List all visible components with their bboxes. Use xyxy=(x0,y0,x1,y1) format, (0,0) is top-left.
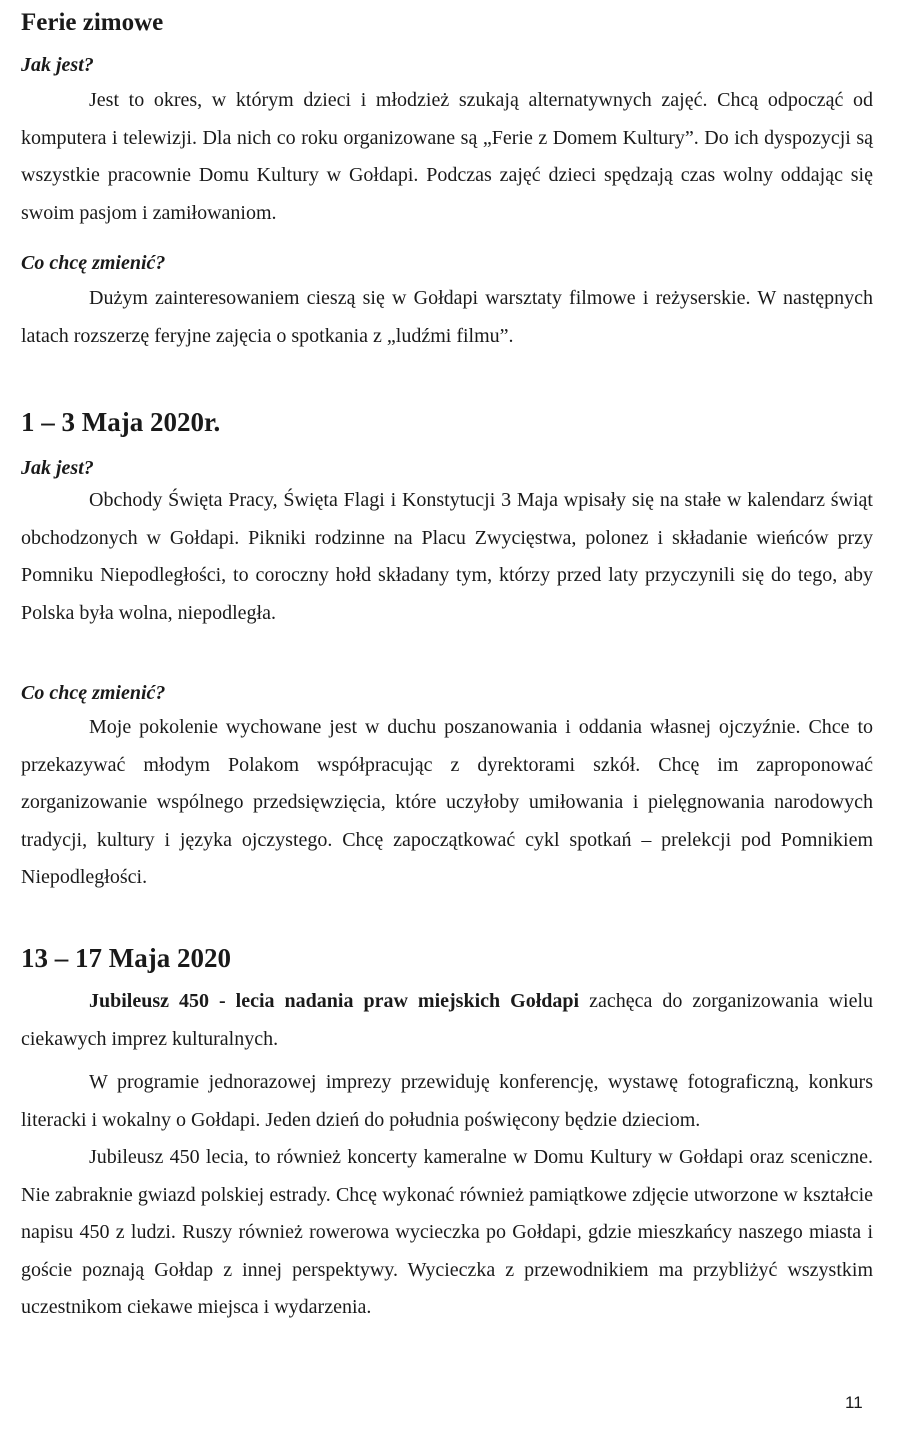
jubileusz-rest-text: zachęca do zorganizowania wielu ciekawych imprez kulturalnych. xyxy=(21,990,873,1050)
subheading-co-chce-zmienic-2: Co chcę zmienić? xyxy=(21,682,166,704)
section-title-jubileusz: 13 – 17 Maja 2020 xyxy=(21,943,231,973)
paragraph-jubileusz-2: W programie jednorazowej imprezy przewiduję konferencję, wystawę fotograficzną, konkurs literacki i wokalny o Gołdapi. Jeden dzień do południa poświęcony będzie dzieciom. xyxy=(21,1071,873,1131)
paragraph-ferie-1: Jest to okres, w którym dzieci i młodzież szukają alternatywnych zajęć. Chcą odpocząć od komputera i telewizji. Dla nich co roku organizowane są „Ferie z Domem Kultury”. Do ich dyspozycji są wszystkie pracownie Domu Kultury w Gołdapi. Podczas zajęć dzieci spędzają czas wolny oddając się swoim pasjom i zamiłowaniom. xyxy=(21,89,873,224)
subheading-jak-jest-2: Jak jest? xyxy=(21,457,94,479)
paragraph-maja-2: Moje pokolenie wychowane jest w duchu poszanowania i oddania własnej ojczyźnie. Chce to przekazywać młodym Polakom współpracując z dyrektorami szkół. Chcę im zaproponować zorganizowanie wspólnego przedsięwzięcia, które uczyłoby umiłowania i pielęgnowania narodowych tradycji, kultury i języka ojczystego. Chcę zapoczątkować cykl spotkań – prelekcji pod Pomnikiem Niepodległości. xyxy=(21,716,873,888)
section-title-maja: 1 – 3 Maja 2020r. xyxy=(21,407,221,437)
subheading-co-chce-zmienic-1: Co chcę zmienić? xyxy=(21,252,166,274)
paragraph-ferie-2: Dużym zainteresowaniem cieszą się w Gołdapi warsztaty filmowe i reżyserskie. W następnych latach rozszerzę feryjne zajęcia o spotkania z „ludźmi filmu”. xyxy=(21,287,873,347)
subheading-jak-jest-1: Jak jest? xyxy=(21,54,94,76)
jubileusz-bold-phrase: Jubileusz 450 - lecia nadania praw miejskich Gołdapi xyxy=(89,990,580,1012)
page-number: 11 xyxy=(845,1393,863,1412)
paragraph-jubileusz-3: Jubileusz 450 lecia, to również koncerty kameralne w Domu Kultury w Gołdapi oraz sceniczne. Nie zabraknie gwiazd polskiej estrady. Chcę wykonać również pamiątkowe zdjęcie utworzone w kształcie napisu 450 z ludzi. Ruszy również rowerowa wycieczka po Gołdapi, gdzie mieszkańcy naszego miasta i goście poznają Gołdap z innej perspektywy. Wycieczka z przewodnikiem ma przybliżyć wszystkim uczestnikom ciekawe miejsca i wydarzenia. xyxy=(21,1146,873,1318)
paragraph-jubileusz-1 xyxy=(21,983,873,1058)
paragraph-maja-1: Obchody Święta Pracy, Święta Flagi i Konstytucji 3 Maja wpisały się na stałe w kalendarz świąt obchodzonych w Gołdapi. Pikniki rodzinne na Placu Zwycięstwa, polonez i składanie wieńców przy Pomniku Niepodległości, to coroczny hołd składany tym, którzy przed laty przyczynili się do tego, aby Polska była wolna, niepodległa. xyxy=(21,489,873,624)
section-title-ferie: Ferie zimowe xyxy=(21,9,164,36)
